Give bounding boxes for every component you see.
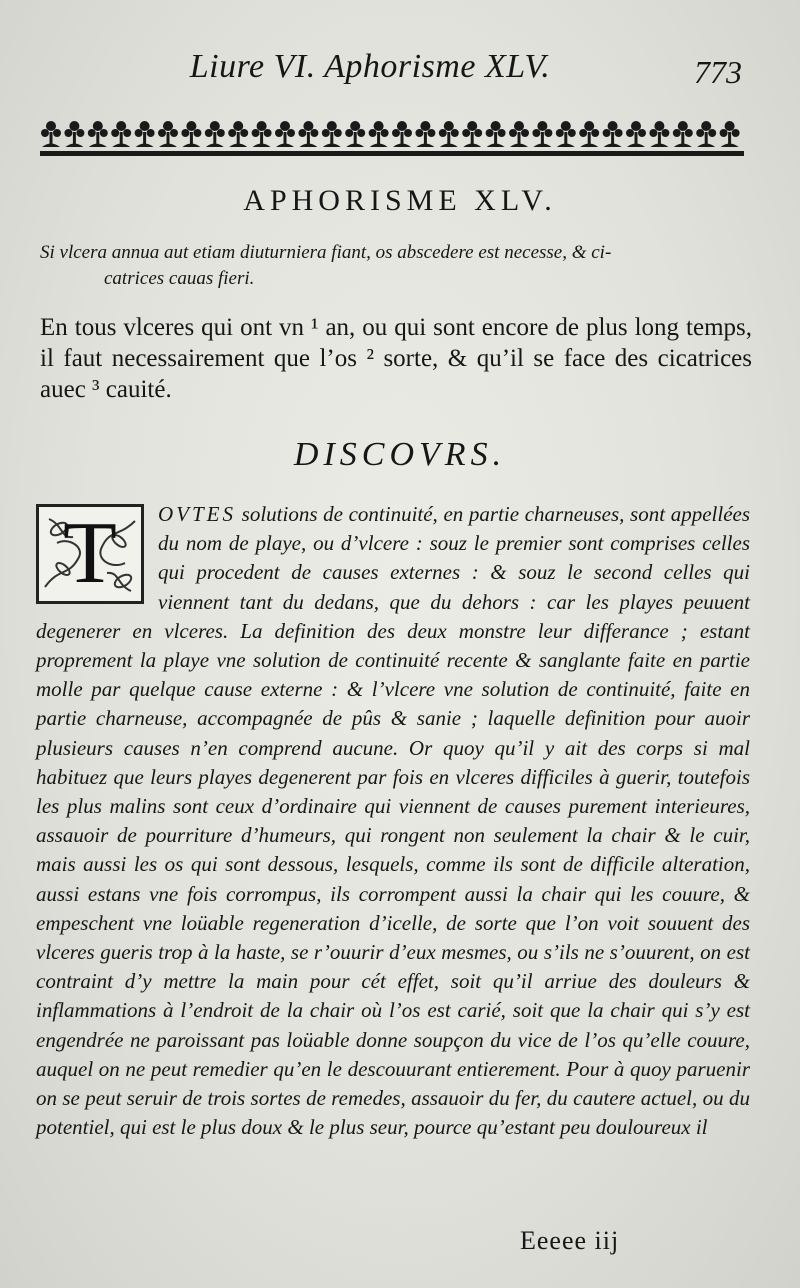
fleuron-icon: [322, 121, 342, 147]
fleuron-icon: [181, 121, 201, 147]
french-translation: En tous vlceres qui ont vn ¹ an, ou qui sont encore de plus long temps, il faut necessairement que l’os ² sorte, & qu’il se face des cicatrices auec ³ cauité.: [40, 314, 752, 403]
fleuron-icon: [345, 121, 365, 147]
fleuron-icon: [532, 121, 552, 147]
fleuron-icon: [556, 121, 576, 147]
fleuron-icon: [88, 121, 108, 147]
page-number: 773: [694, 54, 742, 90]
fleuron-icon: [158, 121, 178, 147]
fleuron-icon: [579, 121, 599, 147]
latin-line-2: catrices cauas fieri.: [104, 268, 255, 289]
fleuron-icon: [415, 121, 435, 147]
aphorism-heading: APHORISME XLV.: [243, 184, 557, 217]
running-head: [0, 42, 800, 98]
fleuron-icon: [462, 121, 482, 147]
fleuron-icon: [626, 121, 646, 147]
ornament-rule: [40, 151, 744, 156]
fleuron-icon: [205, 121, 225, 147]
fleuron-icon: [673, 121, 693, 147]
discourse-text: solutions de continuité, en partie charneuses, sont appellées du nom de playe, ou d’vlcere : souz le premier sont comprises celles qui procedent de causes externes : & souz le second celles qui viennent tant du dedans, que du dehors : car les playes peuuent degenerer en vlceres. La definition des deux monstre leur differance ; estant proprement la playe vne solution de continuité recente & sanglante faite en partie molle par quelque cause externe : & l’vlcere vne solution de continuité, faite en partie charneuse, accompagnée de pûs & sanie ; laquelle definition pour auoir plusieurs causes n’en comprend aucune. Or quoy qu’il y ait des corps si mal habituez que leurs playes degenerent par fois en vlceres difficiles à guerir, toutefois les plus malins sont ceux d’ordinaire qui viennent de causes purement interieures, assauoir de pourriture d’humeurs, qui rongent non seulement la chair & le cuir, mais aussi les os qui sont dessous, lesquels, comme ils sont de difficile alteration, aussi estans vne fois corrompus, ils corrompent aussi la chair qui les couure, & empeschent vne loüable regeneration d’icelle, de sorte que l’on voit souuent des vlceres gueris trop à la haste, se r’ouurir d’eux mesmes, ou s’ils ne s’ouurent, on est contraint d’y mettre la main pour cét effet, soit qu’il arriue des douleurs & inflammations à l’endroit de la chair où l’os est carié, soit que la chair qui s’y est engendrée ne paroissant pas loüable donne soupçon du vice de l’os qu’elle couure, auquel on ne peut remedier qu’en le descouurant entierement. Pour à quoy paruenir on se peut seruir de trois sortes de remedes, assauoir du fer, du cautere actuel, ou du potentiel, qui est le plus doux & le plus seur, pource qu’estant peu douloureux il: [36, 502, 751, 1140]
fleuron-icon: [509, 121, 529, 147]
fleuron-icon: [486, 121, 506, 147]
fleuron-icon: [649, 121, 669, 147]
fleuron-icon: [275, 121, 295, 147]
fleuron-icon: [41, 121, 61, 147]
discourse-heading: DISCOVRS.: [293, 436, 507, 473]
discourse-lead-word: OVTES: [158, 502, 236, 526]
fleuron-icon: [392, 121, 412, 147]
fleuron-icon: [135, 121, 155, 147]
fleuron-icon: [603, 121, 623, 147]
running-title: Liure VI. Aphorisme XLV.: [189, 48, 551, 85]
latin-aphorism: [40, 240, 746, 292]
fleuron-icon: [111, 121, 131, 147]
fleuron-icon: [228, 121, 248, 147]
latin-line-1: Si vlcera annua aut etiam diuturniera fiant, os abscedere est necesse, & ci-: [40, 242, 612, 263]
fleuron-icon: [696, 121, 716, 147]
fleuron-icon: [298, 121, 318, 147]
fleuron-band-ornament: [40, 116, 744, 160]
initial-letter: T: [63, 505, 117, 602]
decorated-initial: [36, 504, 144, 604]
signature-mark: Eeeee iij: [520, 1226, 620, 1255]
fleuron-icon: [720, 121, 740, 147]
discourse-body: [36, 500, 750, 1142]
fleuron-icon: [439, 121, 459, 147]
fleuron-icon: [252, 121, 272, 147]
fleuron-icon: [64, 121, 84, 147]
fleuron-icon: [369, 121, 389, 147]
